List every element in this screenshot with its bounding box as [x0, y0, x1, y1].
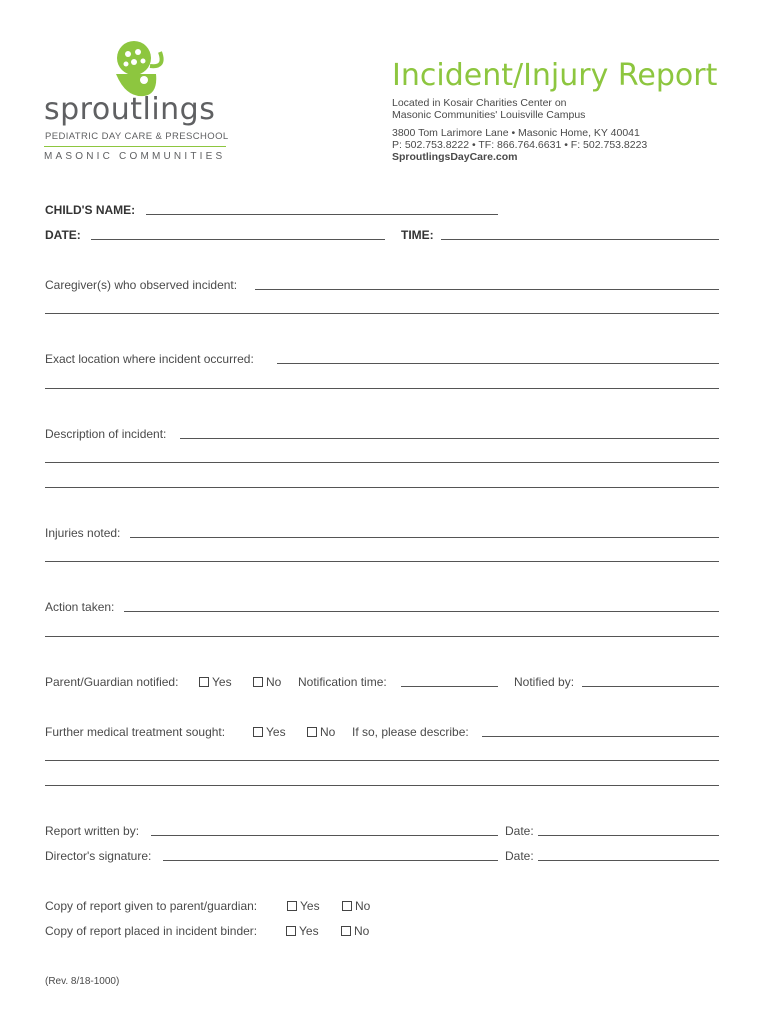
copy-placed-no[interactable] — [341, 924, 369, 938]
further-medical-label: Further medical treatment sought: — [45, 725, 226, 739]
option-label: Yes — [299, 924, 319, 938]
logo-divider — [44, 146, 226, 147]
location-label: Exact location where incident occurred: — [45, 352, 254, 366]
option-label: Yes — [300, 899, 320, 913]
if-so-field[interactable] — [482, 736, 719, 737]
injuries-field[interactable] — [130, 537, 719, 538]
director-signature-label: Director's signature: — [45, 849, 152, 863]
address-line-2: Masonic Communities' Louisville Campus — [392, 109, 586, 121]
action-label: Action taken: — [45, 600, 115, 614]
date-label: DATE: — [45, 228, 81, 242]
checkbox-icon[interactable] — [253, 727, 263, 737]
director-signature-field[interactable] — [163, 860, 498, 861]
childs-name-label: CHILD'S NAME: — [45, 203, 136, 217]
checkbox-icon[interactable] — [307, 727, 317, 737]
parent-notified-label: Parent/Guardian notified: — [45, 675, 179, 689]
logo-wordmark: sproutlings — [44, 92, 216, 127]
copy-given-no[interactable] — [342, 899, 370, 913]
time-field[interactable] — [441, 239, 719, 240]
notification-time-label: Notification time: — [298, 675, 387, 689]
caregivers-field-line-2[interactable] — [45, 313, 719, 314]
location-field-line-2[interactable] — [45, 388, 719, 389]
time-label: TIME: — [401, 228, 434, 242]
action-field[interactable] — [124, 611, 719, 612]
checkbox-icon[interactable] — [199, 677, 209, 687]
injuries-field-line-2[interactable] — [45, 561, 719, 562]
option-label: Yes — [212, 675, 232, 689]
checkbox-icon[interactable] — [341, 926, 351, 936]
option-label: Yes — [266, 725, 286, 739]
director-date-label: Date: — [505, 849, 534, 863]
parent-notified-yes[interactable] — [199, 675, 232, 689]
copy-placed-label: Copy of report placed in incident binder: — [45, 924, 258, 938]
report-date-label: Date: — [505, 824, 534, 838]
caregivers-label: Caregiver(s) who observed incident: — [45, 278, 238, 292]
injuries-label: Injuries noted: — [45, 526, 121, 540]
parent-notified-no[interactable] — [253, 675, 281, 689]
report-written-label: Report written by: — [45, 824, 140, 838]
address-line-1: Located in Kosair Charities Center on — [392, 97, 567, 109]
logo — [44, 38, 234, 163]
notification-time-field[interactable] — [401, 686, 498, 687]
description-label: Description of incident: — [45, 427, 167, 441]
checkbox-icon[interactable] — [287, 901, 297, 911]
further-medical-no[interactable] — [307, 725, 335, 739]
website: SproutlingsDayCare.com — [392, 151, 518, 163]
checkbox-icon[interactable] — [342, 901, 352, 911]
caregivers-field[interactable] — [255, 289, 719, 290]
page-title: Incident/Injury Report — [392, 58, 718, 93]
contact-phones: P: 502.753.8222 • TF: 866.764.6631 • F: 502.753.8223 — [392, 139, 648, 151]
director-date-field[interactable] — [538, 860, 719, 861]
report-date-field[interactable] — [538, 835, 719, 836]
description-field[interactable] — [180, 438, 719, 439]
if-so-field-line-2[interactable] — [45, 760, 719, 761]
logo-subtitle: PEDIATRIC DAY CARE & PRESCHOOL — [45, 131, 229, 142]
location-field[interactable] — [277, 363, 719, 364]
childs-name-field[interactable] — [146, 214, 498, 215]
copy-given-label: Copy of report given to parent/guardian: — [45, 899, 258, 913]
date-field[interactable] — [91, 239, 385, 240]
description-field-line-3[interactable] — [45, 487, 719, 488]
option-label: No — [320, 725, 336, 739]
copy-placed-yes[interactable] — [286, 924, 319, 938]
option-label: No — [355, 899, 371, 913]
option-label: No — [354, 924, 370, 938]
report-written-field[interactable] — [151, 835, 498, 836]
notified-by-label: Notified by: — [514, 675, 575, 689]
notified-by-field[interactable] — [582, 686, 719, 687]
further-medical-yes[interactable] — [253, 725, 286, 739]
option-label: No — [266, 675, 282, 689]
address-line-3: 3800 Tom Larimore Lane • Masonic Home, KY 40041 — [392, 127, 640, 139]
if-so-label: If so, please describe: — [352, 725, 469, 739]
if-so-field-line-3[interactable] — [45, 785, 719, 786]
logo-organization: MASONIC COMMUNITIES — [44, 151, 226, 162]
checkbox-icon[interactable] — [286, 926, 296, 936]
copy-given-yes[interactable] — [287, 899, 320, 913]
checkbox-icon[interactable] — [253, 677, 263, 687]
description-field-line-2[interactable] — [45, 462, 719, 463]
revision-note: (Rev. 8/18-1000) — [45, 976, 120, 987]
action-field-line-2[interactable] — [45, 636, 719, 637]
